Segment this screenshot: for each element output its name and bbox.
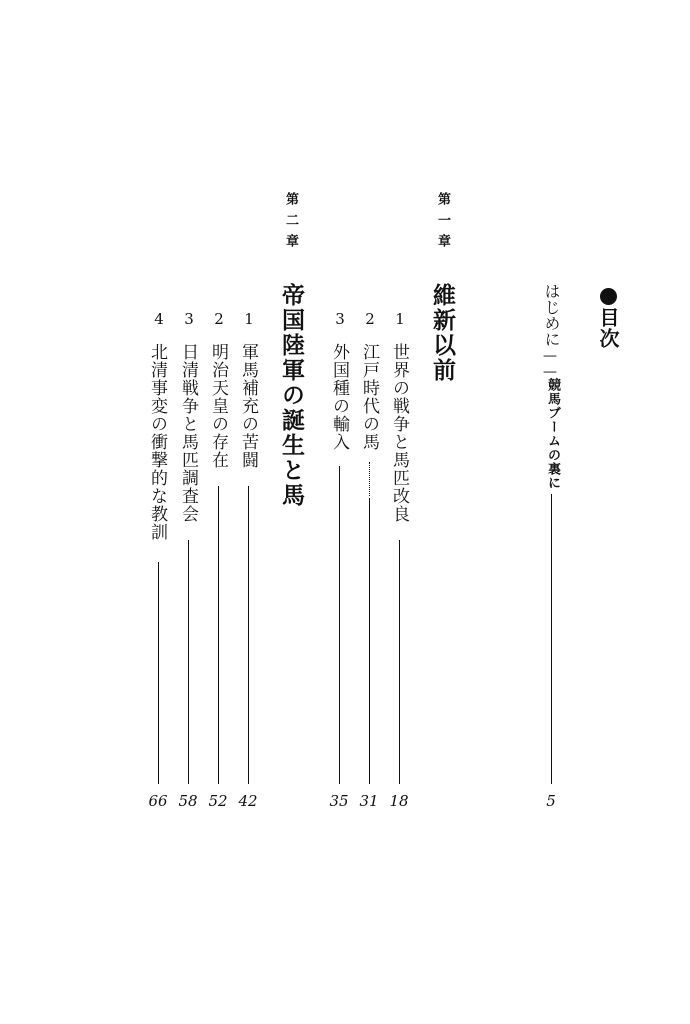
chapter-2-entry-3-leader [188, 540, 189, 784]
chapter-1-entry-3-title: 外国種の輸入 [329, 343, 349, 451]
chapter-2-entry-3-page: 58 [178, 792, 198, 810]
toc-heading [598, 288, 618, 349]
chapter-1-entry-3-leader [339, 466, 340, 784]
chapter-1-label: 第一章 [435, 192, 450, 255]
chapter-1-entry-1-page: 18 [389, 792, 409, 810]
intro-page-number: 5 [546, 792, 556, 810]
chapter-2-entry-2-leader [218, 486, 219, 784]
chapter-2-entry-3-number: 3 [180, 310, 198, 328]
chapter-2-title: 帝国陸軍の誕生と馬 [278, 283, 305, 508]
intro-title: はじめに [542, 283, 561, 347]
chapter-2-entry-2-title: 明治天皇の存在 [208, 343, 228, 469]
chapter-1-entry-2-leader [369, 498, 370, 784]
chapter-2-entry-4-title: 北清事変の衝撃的な教訓 [147, 343, 167, 541]
chapter-1-entry-2-dots [369, 462, 370, 496]
chapter-1-entry-3-number: 3 [331, 310, 349, 328]
chapter-2-entry-1-title: 軍馬補充の苦闘 [238, 343, 258, 469]
chapter-2-label: 第二章 [283, 192, 298, 255]
intro-subtitle: 競馬ブームの裏に [545, 378, 560, 490]
chapter-2-entry-4-leader [158, 562, 159, 784]
chapter-2-entry-2-page: 52 [208, 792, 228, 810]
chapter-1-entry-1-leader [399, 540, 400, 784]
chapter-1-entry-2-page: 31 [359, 792, 379, 810]
chapter-2-entry-4-number: 4 [150, 310, 168, 328]
chapter-2-entry-4-page: 66 [148, 792, 168, 810]
chapter-1-entry-2-title: 江戸時代の馬 [359, 343, 379, 451]
toc-heading-text: 目次 [596, 307, 620, 349]
chapter-1-title: 維新以前 [429, 283, 456, 383]
intro-leader-line [551, 494, 552, 784]
chapter-1-entry-1-title: 世界の戦争と馬匹改良 [389, 343, 409, 523]
chapter-2-entry-1-number: 1 [240, 310, 258, 328]
chapter-1-entry-2-number: 2 [361, 310, 379, 328]
intro-dash: —— [542, 348, 558, 380]
chapter-1-entry-3-page: 35 [329, 792, 349, 810]
chapter-2-entry-1-page: 42 [238, 792, 258, 810]
chapter-2-entry-3-title: 日清戦争と馬匹調査会 [178, 343, 198, 523]
chapter-2-entry-1-leader [248, 486, 249, 784]
chapter-2-entry-2-number: 2 [210, 310, 228, 328]
chapter-1-entry-1-number: 1 [391, 310, 409, 328]
bullet-dot-icon [600, 288, 617, 305]
